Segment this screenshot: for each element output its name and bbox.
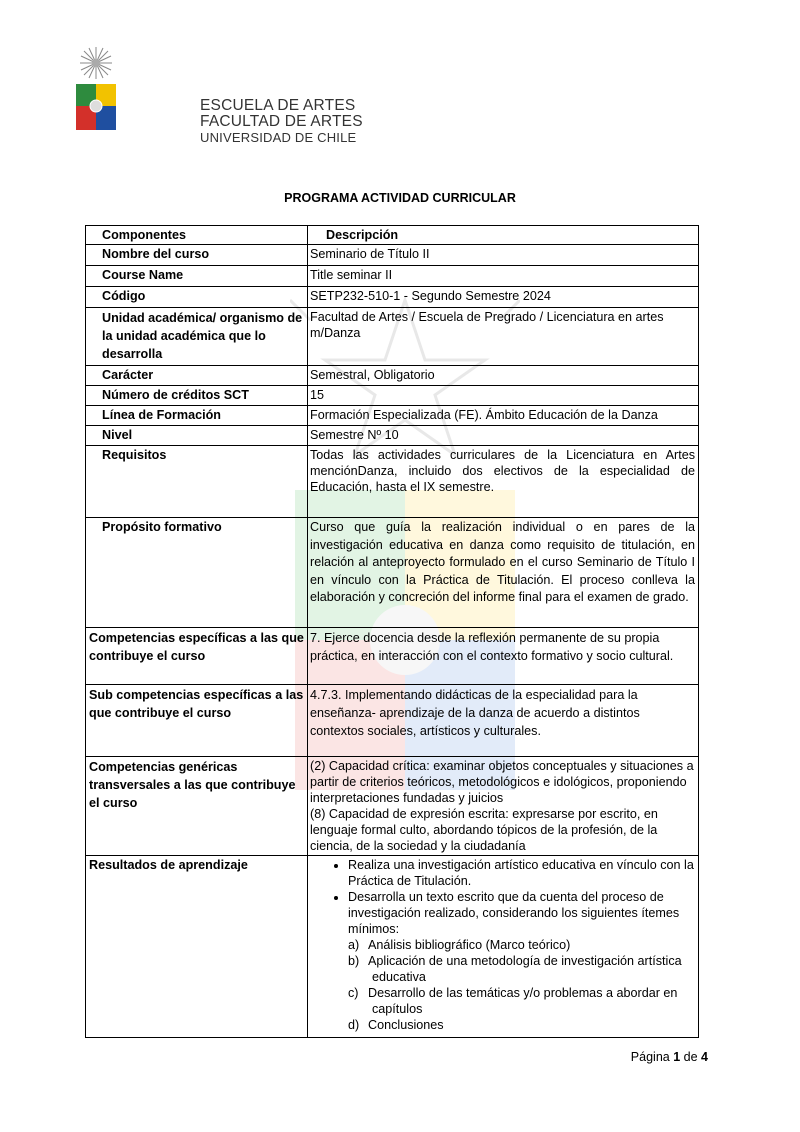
row-value: 7. Ejerce docencia desde la reflexión permanente de su propia práctica, en interacción con el contexto formativo y socio cultural. bbox=[308, 628, 699, 685]
row-label: Competencias genéricas transversales a las que contribuye el curso bbox=[86, 757, 308, 856]
table-row bbox=[86, 757, 699, 856]
table-row bbox=[86, 366, 699, 386]
row-label: Unidad académica/ organismo de la unidad académica que lo desarrolla bbox=[86, 308, 308, 366]
item-text: Análisis bibliográfico (Marco teórico) bbox=[368, 938, 571, 952]
competency-item: (2) Capacidad crítica: examinar objetos conceptuales y situaciones a partir de criterios teóricos, metodológicos e idológicos, proponiendo interpretaciones fundadas y juicios bbox=[310, 759, 694, 805]
page-number bbox=[631, 1050, 708, 1064]
row-label: Número de créditos SCT bbox=[86, 386, 308, 406]
table-row bbox=[86, 308, 699, 366]
header-cell: Componentes bbox=[86, 226, 308, 245]
sun-shield-icon bbox=[76, 44, 136, 136]
row-value: Seminario de Título II bbox=[308, 245, 699, 266]
row-value: SETP232-510-1 - Segundo Semestre 2024 bbox=[308, 287, 699, 308]
item-text: Aplicación de una metodología de investigación artística educativa bbox=[368, 954, 682, 984]
row-value bbox=[308, 757, 699, 856]
row-label: Línea de Formación bbox=[86, 406, 308, 426]
item-marker: c) bbox=[348, 986, 359, 1000]
item-marker: b) bbox=[348, 954, 360, 968]
competency-item: (8) Capacidad de expresión escrita: expresarse por escrito, en lenguaje formal culto, abordando tópicos de la profesión, de la ciencia, de la sociedad y la ciudadanía bbox=[310, 807, 658, 853]
row-label: Propósito formativo bbox=[86, 518, 308, 628]
item-text: Desarrollo de las temáticas y/o problemas a abordar en capítulos bbox=[368, 986, 678, 1016]
header-cell: Descripción bbox=[308, 226, 699, 245]
sub-list-item bbox=[348, 937, 695, 953]
logo-line: UNIVERSIDAD DE CHILE bbox=[200, 130, 357, 145]
item-text: Conclusiones bbox=[368, 1018, 444, 1032]
table-row bbox=[86, 426, 699, 446]
table-row bbox=[86, 685, 699, 757]
row-value: Semestral, Obligatorio bbox=[308, 366, 699, 386]
university-logo bbox=[76, 44, 363, 145]
row-label: Requisitos bbox=[86, 446, 308, 518]
list-item bbox=[348, 889, 695, 1033]
page-label: Página bbox=[630, 1050, 670, 1064]
row-value: Title seminar II bbox=[308, 266, 699, 287]
row-label: Carácter bbox=[86, 366, 308, 386]
row-label: Nombre del curso bbox=[86, 245, 308, 266]
sub-list-item bbox=[348, 953, 695, 985]
row-label: Sub competencias específicas a las que contribuye el curso bbox=[86, 685, 308, 757]
row-value: Todas las actividades curriculares de la Licenciatura en Artes menciónDanza, incluido dos electivos de la especialidad de Educación, hasta el IX semestre. bbox=[308, 446, 699, 518]
row-label: Nivel bbox=[86, 426, 308, 446]
row-value: Facultad de Artes / Escuela de Pregrado / Licenciatura en artes m/Danza bbox=[308, 308, 699, 366]
page-of: de bbox=[683, 1050, 698, 1064]
sub-list bbox=[348, 937, 695, 1033]
logo-line: FACULTAD DE ARTES bbox=[200, 113, 363, 130]
sub-list-item bbox=[348, 1017, 695, 1033]
row-value: 4.7.3. Implementando didácticas de la especialidad para la enseñanza- aprendizaje de la danza de acuerdo a distintos contextos sociales, artísticos y culturales. bbox=[308, 685, 699, 757]
table-row bbox=[86, 287, 699, 308]
row-value: Formación Especializada (FE). Ámbito Educación de la Danza bbox=[308, 406, 699, 426]
row-value bbox=[308, 856, 699, 1038]
table-row bbox=[86, 266, 699, 287]
sub-list-item bbox=[348, 985, 695, 1017]
logo-text bbox=[200, 98, 363, 146]
table-row bbox=[86, 518, 699, 628]
row-label: Resultados de aprendizaje bbox=[86, 856, 308, 1038]
table-row bbox=[86, 446, 699, 518]
list-item-text: Desarrolla un texto escrito que da cuenta del proceso de investigación realizado, considerando los siguientes ítemes mínimos: bbox=[348, 890, 680, 936]
current-page: 1 bbox=[673, 1050, 681, 1064]
table-header-row bbox=[86, 226, 699, 245]
table-row bbox=[86, 406, 699, 426]
row-value: 15 bbox=[308, 386, 699, 406]
row-label: Código bbox=[86, 287, 308, 308]
curriculum-table bbox=[85, 225, 699, 1038]
row-label: Course Name bbox=[86, 266, 308, 287]
item-marker: a) bbox=[348, 938, 360, 952]
row-label: Competencias específicas a las que contribuye el curso bbox=[86, 628, 308, 685]
table-row bbox=[86, 628, 699, 685]
list-item: • Realiza una investigación artístico educativa en vínculo con la Práctica de Titulación. bbox=[348, 857, 695, 889]
table-row bbox=[86, 245, 699, 266]
row-value: Curso que guía la realización individual o en pares de la investigación educativa en danza como requisito de titulación, en relación al anteproyecto formulado en el curso Seminario de Título I en vínculo con la Práctica de Titulación. El proceso conlleva la elaboración y concreción del informe final para el examen de grado. bbox=[308, 518, 699, 628]
item-marker: d) bbox=[348, 1018, 360, 1032]
table-row bbox=[86, 856, 699, 1038]
learning-outcomes-list bbox=[310, 857, 695, 1033]
row-value: Semestre Nº 10 bbox=[308, 426, 699, 446]
total-pages: 4 bbox=[701, 1050, 708, 1064]
document-title: PROGRAMA ACTIVIDAD CURRICULAR bbox=[284, 191, 516, 205]
table-row bbox=[86, 386, 699, 406]
logo-line: ESCUELA DE ARTES bbox=[200, 97, 356, 114]
